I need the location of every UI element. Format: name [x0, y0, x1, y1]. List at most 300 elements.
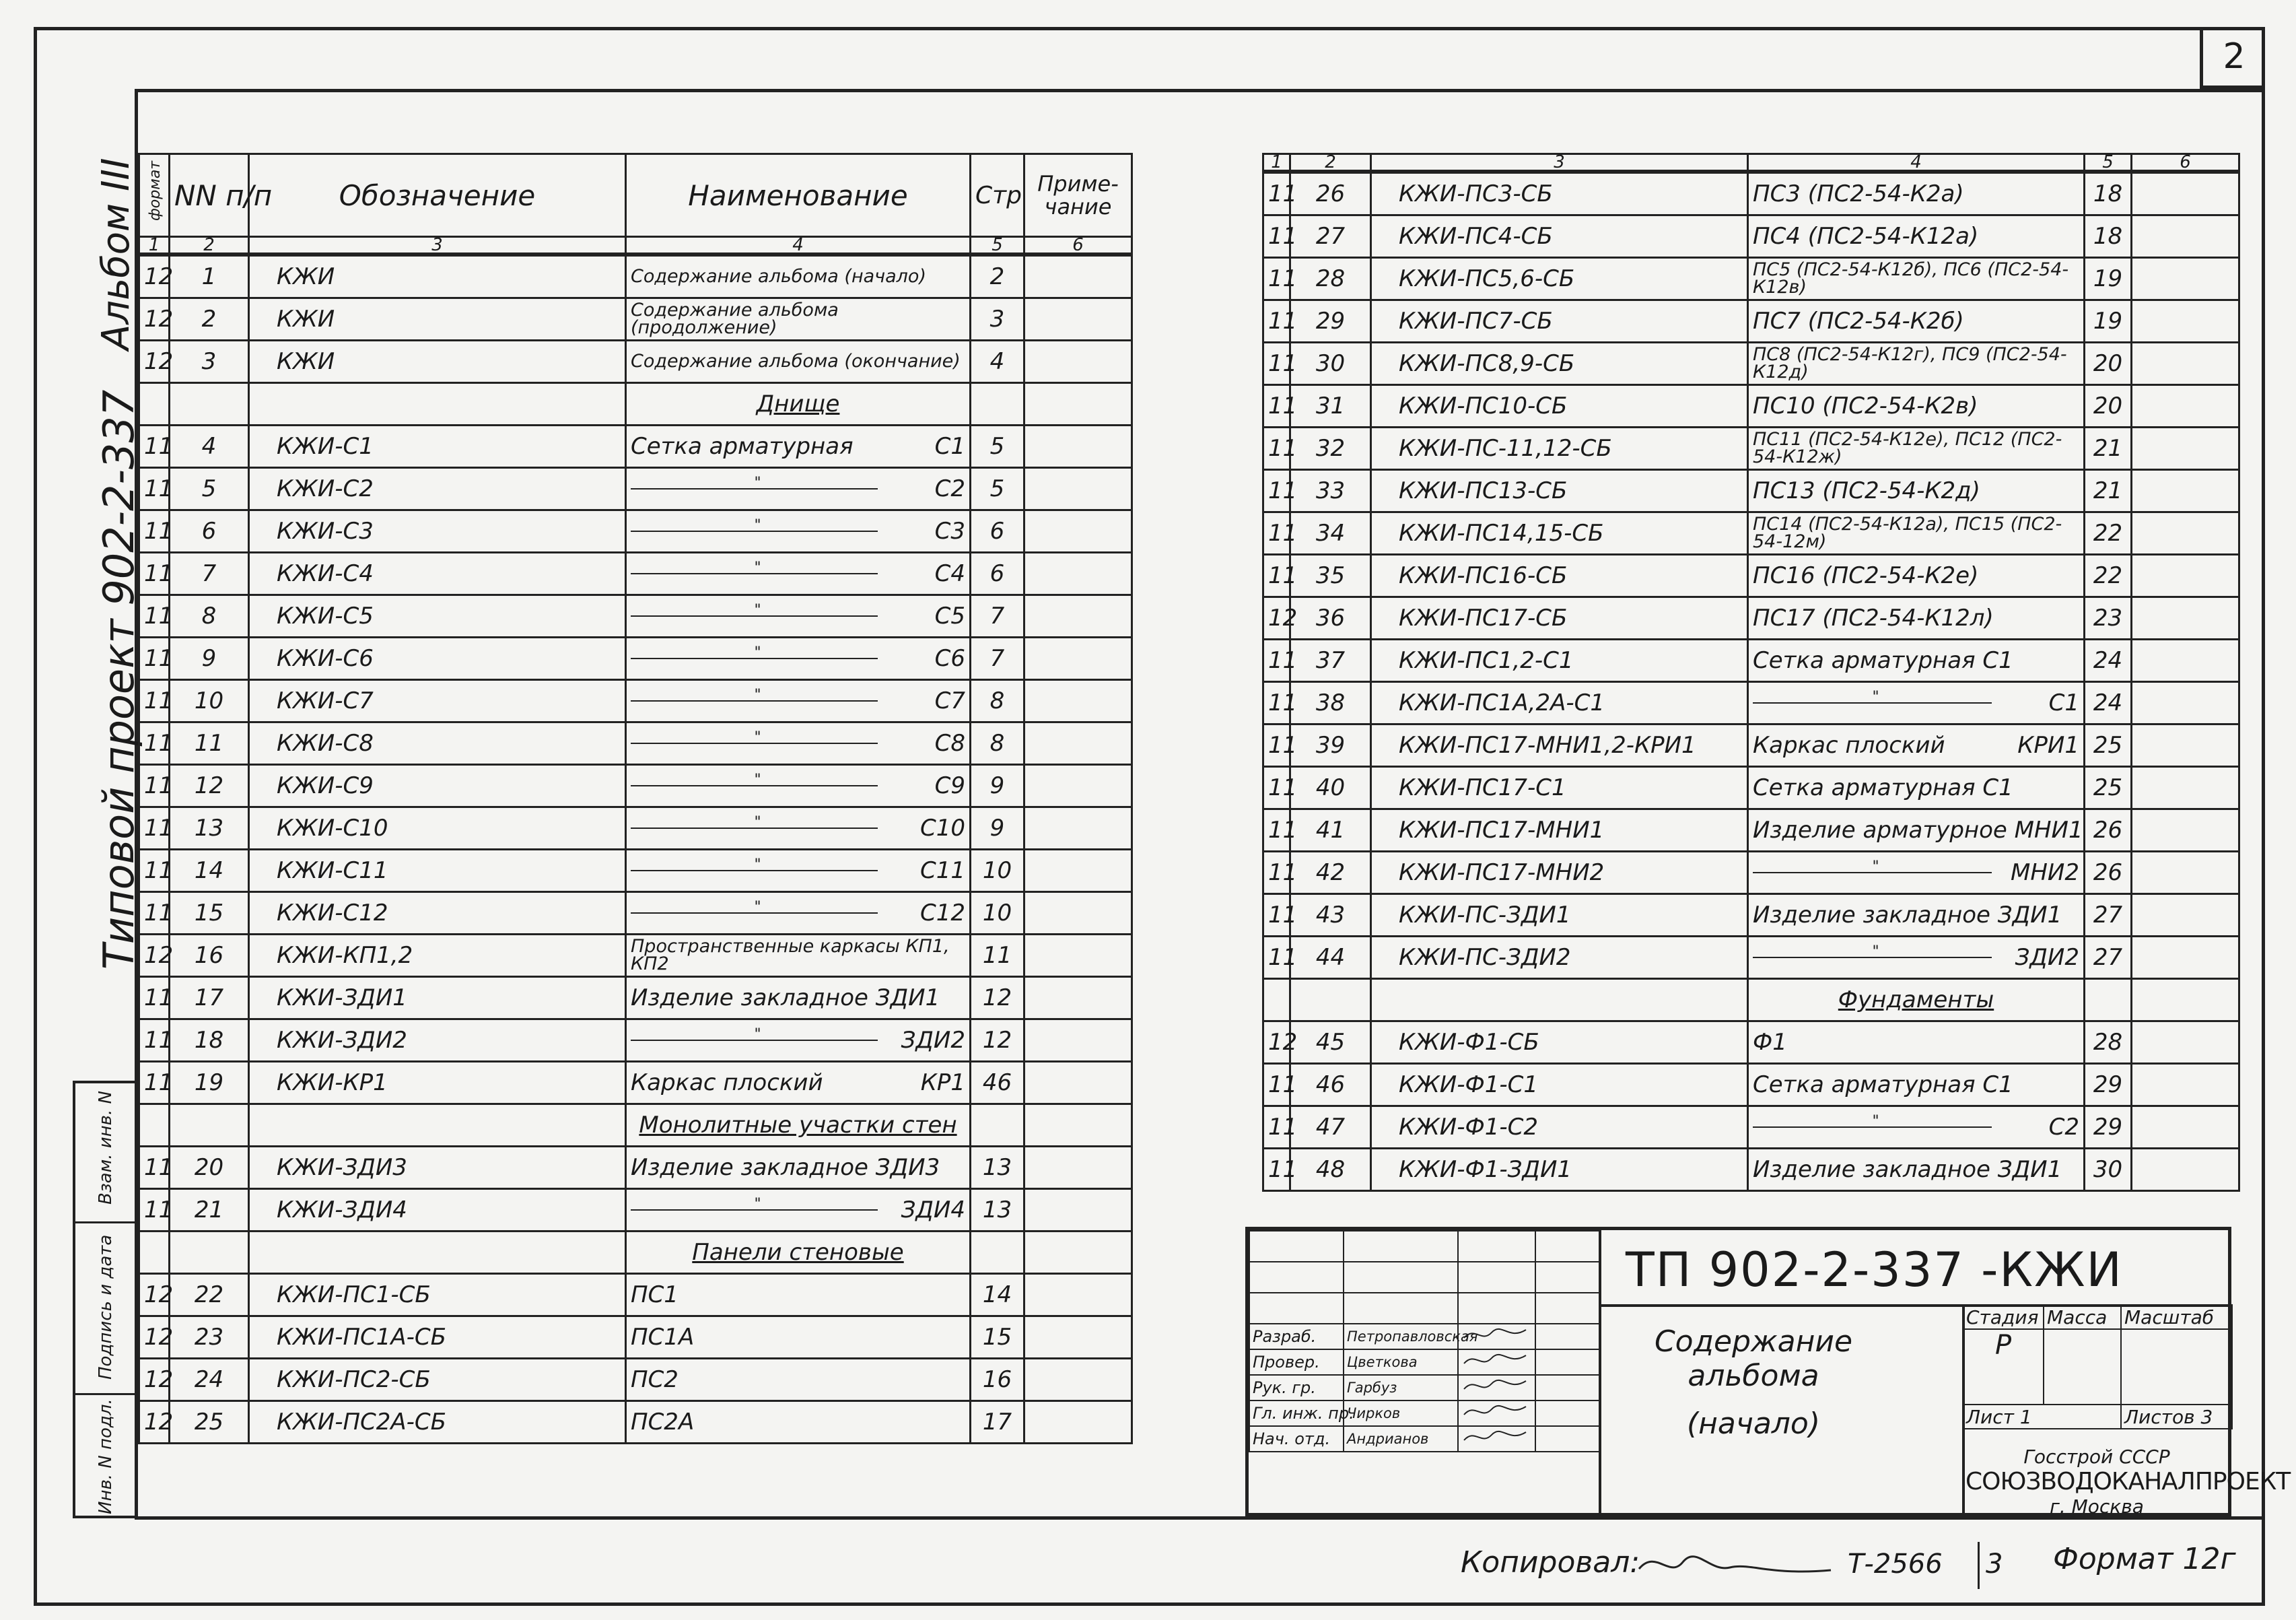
format-cell: 12 [1263, 1021, 1290, 1064]
table-row [139, 935, 1132, 977]
page-cell: 13 [971, 1189, 1024, 1231]
page-cell: 17 [971, 1401, 1024, 1444]
table-row [1263, 512, 2239, 555]
page-cell: 27 [2085, 937, 2132, 979]
format-cell: 12 [139, 1401, 170, 1444]
page-cell: 21 [2085, 470, 2132, 512]
copyist-signature [1636, 1542, 1838, 1589]
format-cell: 12 [139, 1274, 170, 1316]
designation-cell: КЖИ-Ф1-ЗДИ1 [1371, 1149, 1748, 1191]
row-number: 48 [1290, 1149, 1371, 1191]
note-cell [1024, 850, 1132, 892]
format-cell: 11 [139, 510, 170, 553]
format-cell: 11 [139, 680, 170, 722]
row-number: 42 [1290, 852, 1371, 894]
table-row [139, 1189, 1132, 1231]
header-name: Наименование [626, 154, 971, 237]
name-cell [1748, 767, 2085, 809]
note-cell [2132, 767, 2239, 809]
note-cell [1024, 553, 1132, 595]
ditto-mark [631, 573, 878, 574]
name-code: С2 [2048, 1114, 2079, 1141]
table-row [1263, 555, 2239, 597]
table-row [139, 680, 1132, 722]
format-cell: 11 [139, 807, 170, 850]
row-number: 19 [170, 1062, 249, 1104]
note-cell [1024, 977, 1132, 1019]
copied-by: Копировал: [1461, 1545, 1640, 1580]
table-row [139, 638, 1132, 680]
note-cell [1024, 426, 1132, 468]
table-row [139, 1359, 1132, 1401]
format-cell: 11 [1263, 682, 1290, 724]
note-cell [2132, 852, 2239, 894]
name-text: Содержание альбома (начало) [631, 266, 926, 287]
column-number: 6 [2132, 154, 2239, 172]
row-number: 25 [170, 1401, 249, 1444]
name-text: ПС2А [631, 1409, 695, 1436]
side-stamp-replace: Взам. инв. N [96, 1091, 116, 1205]
name-cell [626, 553, 971, 595]
designation-cell: КЖИ-ПС5,6-СБ [1371, 258, 1748, 300]
note-cell [1024, 341, 1132, 383]
note-cell [1024, 892, 1132, 935]
page-cell: 2 [971, 255, 1024, 298]
table-row [139, 510, 1132, 553]
name-code: С3 [934, 518, 965, 545]
note-cell [1024, 638, 1132, 680]
name-text: Пространственные каркасы КП1, КП2 [631, 936, 950, 974]
section-row [1263, 979, 2239, 1021]
sheet-number: 2 [2200, 27, 2265, 89]
page-cell: 12 [971, 1019, 1024, 1062]
name-code: С11 [919, 857, 965, 884]
designation-cell: КЖИ-ПС14,15-СБ [1371, 512, 1748, 555]
name-text: Сетка арматурная С1 [1753, 1071, 2013, 1098]
name-text: Изделие закладное ЗДИ3 [631, 1154, 940, 1181]
table-row [1263, 1149, 2239, 1191]
note-cell [2132, 172, 2239, 215]
note-cell [1024, 1274, 1132, 1316]
format-cell: 11 [139, 553, 170, 595]
name-text: ПС1А [631, 1324, 695, 1351]
name-cell [1748, 1021, 2085, 1064]
designation-cell: КЖИ-С10 [249, 807, 626, 850]
note-cell [1024, 807, 1132, 850]
format-cell: 11 [1263, 172, 1290, 215]
note-cell [2132, 428, 2239, 470]
name-code: С1 [2048, 689, 2079, 716]
table-row [1263, 300, 2239, 343]
page-cell: 30 [2085, 1149, 2132, 1191]
format-cell: 11 [139, 977, 170, 1019]
name-code: ЗДИ4 [901, 1196, 965, 1223]
row-number: 15 [170, 892, 249, 935]
name-cell [626, 722, 971, 765]
signature [1458, 1426, 1535, 1452]
designation-cell: КЖИ-ПС-ЗДИ1 [1371, 894, 1748, 937]
page-cell: 20 [2085, 343, 2132, 385]
name-cell [626, 977, 971, 1019]
table-row [1263, 809, 2239, 852]
page-cell: 6 [971, 510, 1024, 553]
ditto-mark [631, 615, 878, 617]
signer-row [1249, 1324, 1599, 1349]
ditto-mark [631, 1209, 878, 1211]
ditto-mark [631, 488, 878, 490]
row-number: 7 [170, 553, 249, 595]
side-stamp-sign: Подпись и дата [96, 1234, 116, 1380]
note-cell [2132, 470, 2239, 512]
signature [1458, 1324, 1535, 1349]
name-cell [626, 1316, 971, 1359]
table-row [139, 807, 1132, 850]
name-code: С10 [919, 815, 965, 842]
row-number: 34 [1290, 512, 1371, 555]
row-number: 32 [1290, 428, 1371, 470]
signer-name: Чирков [1344, 1400, 1458, 1426]
column-number: 2 [1290, 154, 1371, 172]
table-row [1263, 385, 2239, 428]
row-number: 33 [1290, 470, 1371, 512]
designation-cell: КЖИ-ЗДИ2 [249, 1019, 626, 1062]
name-text: Содержание альбома (окончание) [631, 351, 961, 372]
format-cell: 12 [139, 935, 170, 977]
name-cell [626, 1401, 971, 1444]
format-cell: 11 [1263, 1149, 1290, 1191]
page-cell: 27 [2085, 894, 2132, 937]
name-text: ПС17 (ПС2-54-К12л) [1753, 605, 1994, 632]
row-number: 17 [170, 977, 249, 1019]
format-cell: 11 [1263, 555, 1290, 597]
format-cell: 11 [1263, 470, 1290, 512]
row-number: 40 [1290, 767, 1371, 809]
name-code: ЗДИ2 [901, 1027, 965, 1054]
page-cell: 8 [971, 680, 1024, 722]
sheet-count: Листов 3 [2121, 1405, 2232, 1429]
page-cell: 20 [2085, 385, 2132, 428]
table-row [1263, 172, 2239, 215]
designation-cell: КЖИ-С2 [249, 468, 626, 510]
name-cell [1748, 428, 2085, 470]
table-row [139, 722, 1132, 765]
designation-cell: КЖИ-ПС7-СБ [1371, 300, 1748, 343]
note-cell [1024, 1062, 1132, 1104]
page-cell: 14 [971, 1274, 1024, 1316]
table-row [139, 1062, 1132, 1104]
designation-cell: КЖИ-ПС1-СБ [249, 1274, 626, 1316]
scale-label: Масштаб [2121, 1305, 2232, 1329]
inventory-sheet: 3 [1986, 1549, 2003, 1580]
designation-cell: КЖИ-С6 [249, 638, 626, 680]
designation-cell: КЖИ-С5 [249, 595, 626, 638]
page-cell: 18 [2085, 172, 2132, 215]
signer-name: Цветкова [1344, 1349, 1458, 1375]
row-number: 24 [170, 1359, 249, 1401]
name-text: Сетка арматурная С1 [1753, 647, 2013, 674]
row-number: 5 [170, 468, 249, 510]
designation-cell: КЖИ-ПС-11,12-СБ [1371, 428, 1748, 470]
note-cell [2132, 597, 2239, 640]
format-cell: 12 [139, 298, 170, 341]
ditto-mark [631, 828, 878, 829]
designation-cell: КЖИ-С3 [249, 510, 626, 553]
contents-table-right [1262, 153, 2240, 1192]
name-cell [1748, 555, 2085, 597]
table-row [139, 765, 1132, 807]
table-row [139, 426, 1132, 468]
row-number: 41 [1290, 809, 1371, 852]
name-cell [626, 510, 971, 553]
name-code: С5 [934, 603, 965, 630]
row-number: 29 [1290, 300, 1371, 343]
name-cell [1748, 852, 2085, 894]
table-row [1263, 724, 2239, 767]
format-cell: 11 [139, 426, 170, 468]
note-cell [1024, 510, 1132, 553]
signer-role: Рук. гр. [1249, 1375, 1344, 1400]
table-row [139, 892, 1132, 935]
designation-cell: КЖИ-ПС17-МНИ2 [1371, 852, 1748, 894]
designation-cell: КЖИ-ПС17-СБ [1371, 597, 1748, 640]
page-cell: 12 [971, 977, 1024, 1019]
table-row [1263, 428, 2239, 470]
name-text: Изделие закладное ЗДИ1 [1753, 902, 2062, 929]
name-cell [626, 298, 971, 341]
ditto-mark [631, 658, 878, 659]
name-cell [626, 892, 971, 935]
table-row [139, 977, 1132, 1019]
designation-cell: КЖИ-ПС-ЗДИ2 [1371, 937, 1748, 979]
row-number: 43 [1290, 894, 1371, 937]
designation-cell: КЖИ-ПС3-СБ [1371, 172, 1748, 215]
name-text: ПС10 (ПС2-54-К2в) [1753, 393, 1978, 419]
ditto-mark [1753, 957, 1992, 958]
table-row [139, 1019, 1132, 1062]
note-cell [2132, 1106, 2239, 1149]
designation-cell: КЖИ-ПС2-СБ [249, 1359, 626, 1401]
note-cell [2132, 724, 2239, 767]
format-cell: 11 [139, 595, 170, 638]
format-cell: 11 [1263, 894, 1290, 937]
album-label: Альбом III [94, 158, 138, 350]
name-text: Содержание альбома (продолжение) [631, 300, 839, 338]
name-cell [1748, 809, 2085, 852]
column-number: 1 [139, 237, 170, 255]
name-code: С12 [919, 900, 965, 926]
ditto-mark [631, 785, 878, 786]
name-cell [626, 341, 971, 383]
page-cell: 24 [2085, 682, 2132, 724]
column-number: 5 [971, 237, 1024, 255]
note-cell [2132, 1064, 2239, 1106]
note-cell [2132, 640, 2239, 682]
header-number: NN п/п [170, 154, 249, 237]
name-text: Сетка арматурная [631, 433, 854, 460]
page-cell: 10 [971, 892, 1024, 935]
name-cell [626, 468, 971, 510]
note-cell [1024, 1316, 1132, 1359]
ditto-mark [631, 1040, 878, 1041]
note-cell [2132, 300, 2239, 343]
page-cell: 19 [2085, 300, 2132, 343]
stage-table [1962, 1304, 2233, 1429]
row-number: 47 [1290, 1106, 1371, 1149]
row-number: 46 [1290, 1064, 1371, 1106]
name-cell [1748, 172, 2085, 215]
column-number: 4 [1748, 154, 2085, 172]
row-number: 35 [1290, 555, 1371, 597]
table-row [1263, 597, 2239, 640]
format-cell: 12 [139, 255, 170, 298]
designation-cell: КЖИ-С12 [249, 892, 626, 935]
row-number: 8 [170, 595, 249, 638]
page-cell: 22 [2085, 512, 2132, 555]
name-cell [626, 1274, 971, 1316]
header-page: Стр [971, 154, 1024, 237]
note-cell [1024, 595, 1132, 638]
designation-cell: КЖИ-Ф1-СБ [1371, 1021, 1748, 1064]
signer-row [1249, 1400, 1599, 1426]
page-cell: 29 [2085, 1064, 2132, 1106]
page-cell: 25 [2085, 767, 2132, 809]
header-format: формат [139, 154, 170, 237]
row-number: 2 [170, 298, 249, 341]
note-cell [2132, 512, 2239, 555]
name-cell [1748, 470, 2085, 512]
designation-cell: КЖИ-С8 [249, 722, 626, 765]
page-cell: 3 [971, 298, 1024, 341]
note-cell [1024, 680, 1132, 722]
page-cell: 11 [971, 935, 1024, 977]
page-cell: 26 [2085, 852, 2132, 894]
format-cell: 11 [1263, 852, 1290, 894]
designation-cell: КЖИ-ПС17-МНИ1,2-КРИ1 [1371, 724, 1748, 767]
name-cell [626, 638, 971, 680]
format-cell: 11 [139, 1062, 170, 1104]
page-cell: 7 [971, 638, 1024, 680]
designation-cell: КЖИ-С11 [249, 850, 626, 892]
name-cell [1748, 215, 2085, 258]
row-number: 16 [170, 935, 249, 977]
format-cell: 11 [1263, 343, 1290, 385]
signer-role: Гл. инж. пр. [1249, 1400, 1344, 1426]
row-number: 12 [170, 765, 249, 807]
signer-role: Нач. отд. [1249, 1426, 1344, 1452]
page-cell: 15 [971, 1316, 1024, 1359]
format-label: Формат 12г [2053, 1542, 2236, 1576]
row-number: 36 [1290, 597, 1371, 640]
signer-row [1249, 1375, 1599, 1400]
side-stamp [73, 1081, 138, 1518]
table-row [139, 468, 1132, 510]
note-cell [1024, 298, 1132, 341]
page-cell: 28 [2085, 1021, 2132, 1064]
designation-cell: КЖИ-С4 [249, 553, 626, 595]
note-cell [1024, 722, 1132, 765]
format-cell: 11 [1263, 1064, 1290, 1106]
signature [1458, 1400, 1535, 1426]
format-cell: 11 [1263, 428, 1290, 470]
ditto-mark [631, 743, 878, 744]
header-note: Приме-чание [1024, 154, 1132, 237]
ditto-mark [631, 531, 878, 532]
designation-cell: КЖИ-ПС13-СБ [1371, 470, 1748, 512]
signer-role: Разраб. [1249, 1324, 1344, 1349]
designation-cell: КЖИ-Ф1-С1 [1371, 1064, 1748, 1106]
row-number: 31 [1290, 385, 1371, 428]
name-cell [1748, 724, 2085, 767]
sheet-index: Лист 1 [1963, 1405, 2121, 1429]
table-row [139, 595, 1132, 638]
signer-row [1249, 1426, 1599, 1452]
stage-label: Стадия [1963, 1305, 2044, 1329]
table-row [139, 298, 1132, 341]
note-cell [1024, 1401, 1132, 1444]
format-cell: 11 [1263, 385, 1290, 428]
format-cell: 11 [1263, 258, 1290, 300]
table-row [1263, 682, 2239, 724]
row-number: 3 [170, 341, 249, 383]
format-cell: 11 [1263, 809, 1290, 852]
designation-cell: КЖИ-КР1 [249, 1062, 626, 1104]
page-cell: 25 [2085, 724, 2132, 767]
sheet-title: Содержание альбома (начало) [1654, 1324, 1853, 1441]
designation-cell: КЖИ [249, 298, 626, 341]
section-title: Панели стеновые [626, 1231, 971, 1274]
page-cell: 26 [2085, 809, 2132, 852]
inventory-number: Т-2566 [1848, 1549, 1943, 1580]
name-code: С2 [934, 475, 965, 502]
designation-cell: КЖИ-ПС2А-СБ [249, 1401, 626, 1444]
name-text: ПС1 [631, 1281, 679, 1308]
name-text: ПС16 (ПС2-54-К2е) [1753, 562, 1979, 589]
name-cell [1748, 1064, 2085, 1106]
row-number: 18 [170, 1019, 249, 1062]
page-cell: 6 [971, 553, 1024, 595]
format-cell: 11 [1263, 640, 1290, 682]
row-number: 6 [170, 510, 249, 553]
note-cell [2132, 1149, 2239, 1191]
format-cell: 11 [1263, 215, 1290, 258]
designation-cell: КЖИ-Ф1-С2 [1371, 1106, 1748, 1149]
name-code: С7 [934, 687, 965, 714]
table-row [1263, 767, 2239, 809]
format-cell: 11 [139, 468, 170, 510]
column-number: 2 [170, 237, 249, 255]
name-cell [626, 1189, 971, 1231]
page-cell: 7 [971, 595, 1024, 638]
name-text: ПС5 (ПС2-54-К12б), ПС6 (ПС2-54-К12в) [1753, 259, 2069, 298]
note-cell [1024, 468, 1132, 510]
designation-cell: КЖИ [249, 255, 626, 298]
designation-cell: КЖИ-КП1,2 [249, 935, 626, 977]
table-row [1263, 1106, 2239, 1149]
row-number: 26 [1290, 172, 1371, 215]
name-cell [626, 680, 971, 722]
note-cell [2132, 555, 2239, 597]
name-text: Сетка арматурная С1 [1753, 774, 2013, 801]
table-row [139, 255, 1132, 298]
ditto-mark [1753, 1126, 1992, 1128]
designation-cell: КЖИ-ПС16-СБ [1371, 555, 1748, 597]
note-cell [2132, 682, 2239, 724]
name-cell [1748, 385, 2085, 428]
row-number: 38 [1290, 682, 1371, 724]
name-code: С1 [934, 433, 965, 460]
format-cell: 12 [139, 341, 170, 383]
name-text: Ф1 [1753, 1029, 1787, 1056]
